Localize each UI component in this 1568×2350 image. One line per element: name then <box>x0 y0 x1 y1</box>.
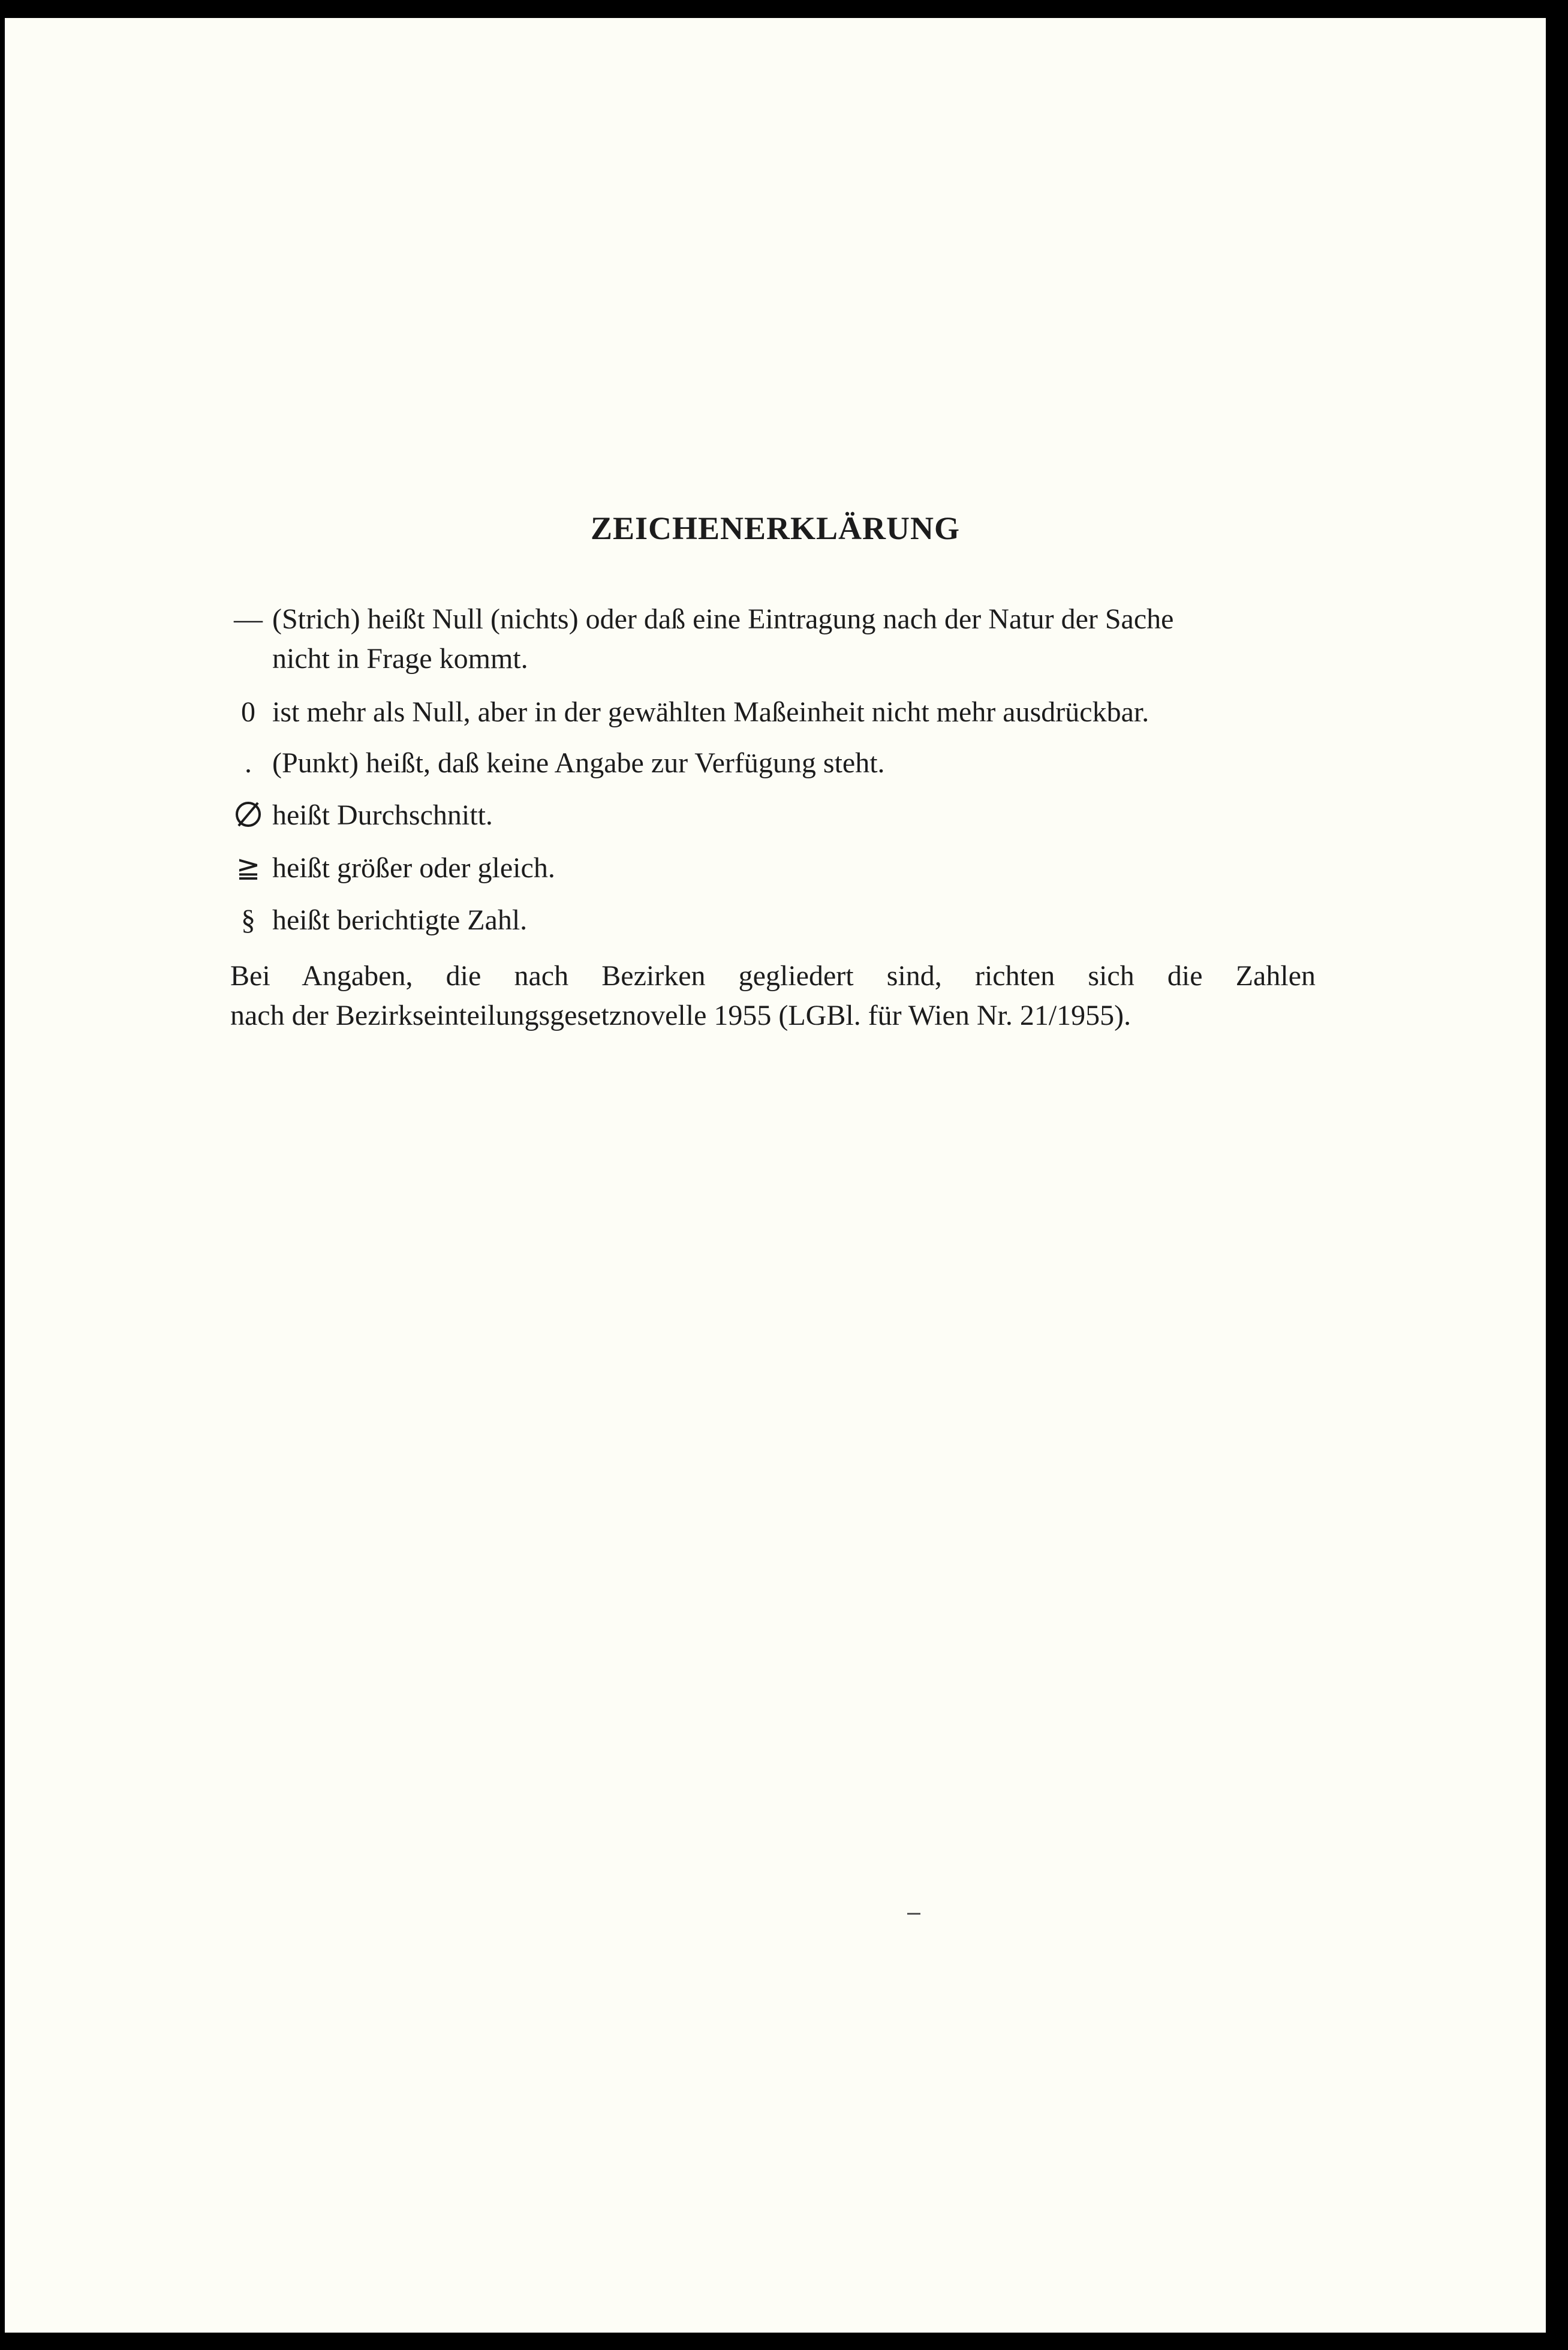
dot-symbol: . <box>245 747 252 779</box>
legend-entry-section <box>224 901 1316 940</box>
legend-entry-zero <box>224 693 1316 732</box>
legend-text: (Punkt) heißt, daß keine Angabe zur Verfügung steht. <box>272 747 885 779</box>
legend-entry-greater-equal <box>224 848 1316 888</box>
legend-text: ist mehr als Null, aber in der gewählten Maßeinheit nicht mehr ausdrückbar. <box>272 696 1149 728</box>
legend-text: heißt größer oder gleich. <box>272 852 555 884</box>
greater-equal-symbol: ≧ <box>236 852 261 884</box>
print-mark <box>907 1913 920 1915</box>
legend-entry-dash <box>224 600 1316 679</box>
note-paragraph-line-2: nach der Bezirkseinteilungsgesetznovelle 1955 (LGBl. für Wien Nr. 21/1955). <box>230 1000 1131 1031</box>
page-title: ZEICHENERKLÄRUNG <box>590 510 961 546</box>
legend-text-line: (Strich) heißt Null (nichts) oder daß eine Eintragung nach der Natur der Sache <box>272 603 1174 635</box>
note-paragraph-line-1: Bei Angaben, die nach Bezirken gegliedert sind, richten sich die Zahlen <box>230 960 1316 992</box>
legend-text-line: nicht in Frage kommt. <box>272 643 528 675</box>
legend-text: heißt Durchschnitt. <box>272 799 493 831</box>
zero-symbol: 0 <box>241 696 255 728</box>
document-page <box>5 18 1546 2333</box>
legend-entry-average <box>224 796 1316 835</box>
legend-text <box>272 600 1316 679</box>
section-symbol: § <box>241 904 255 936</box>
legend-entry-dot <box>224 744 1316 783</box>
legend-text: heißt berichtigte Zahl. <box>272 904 528 936</box>
dash-symbol: — <box>234 603 263 635</box>
average-sign-icon <box>224 796 272 835</box>
